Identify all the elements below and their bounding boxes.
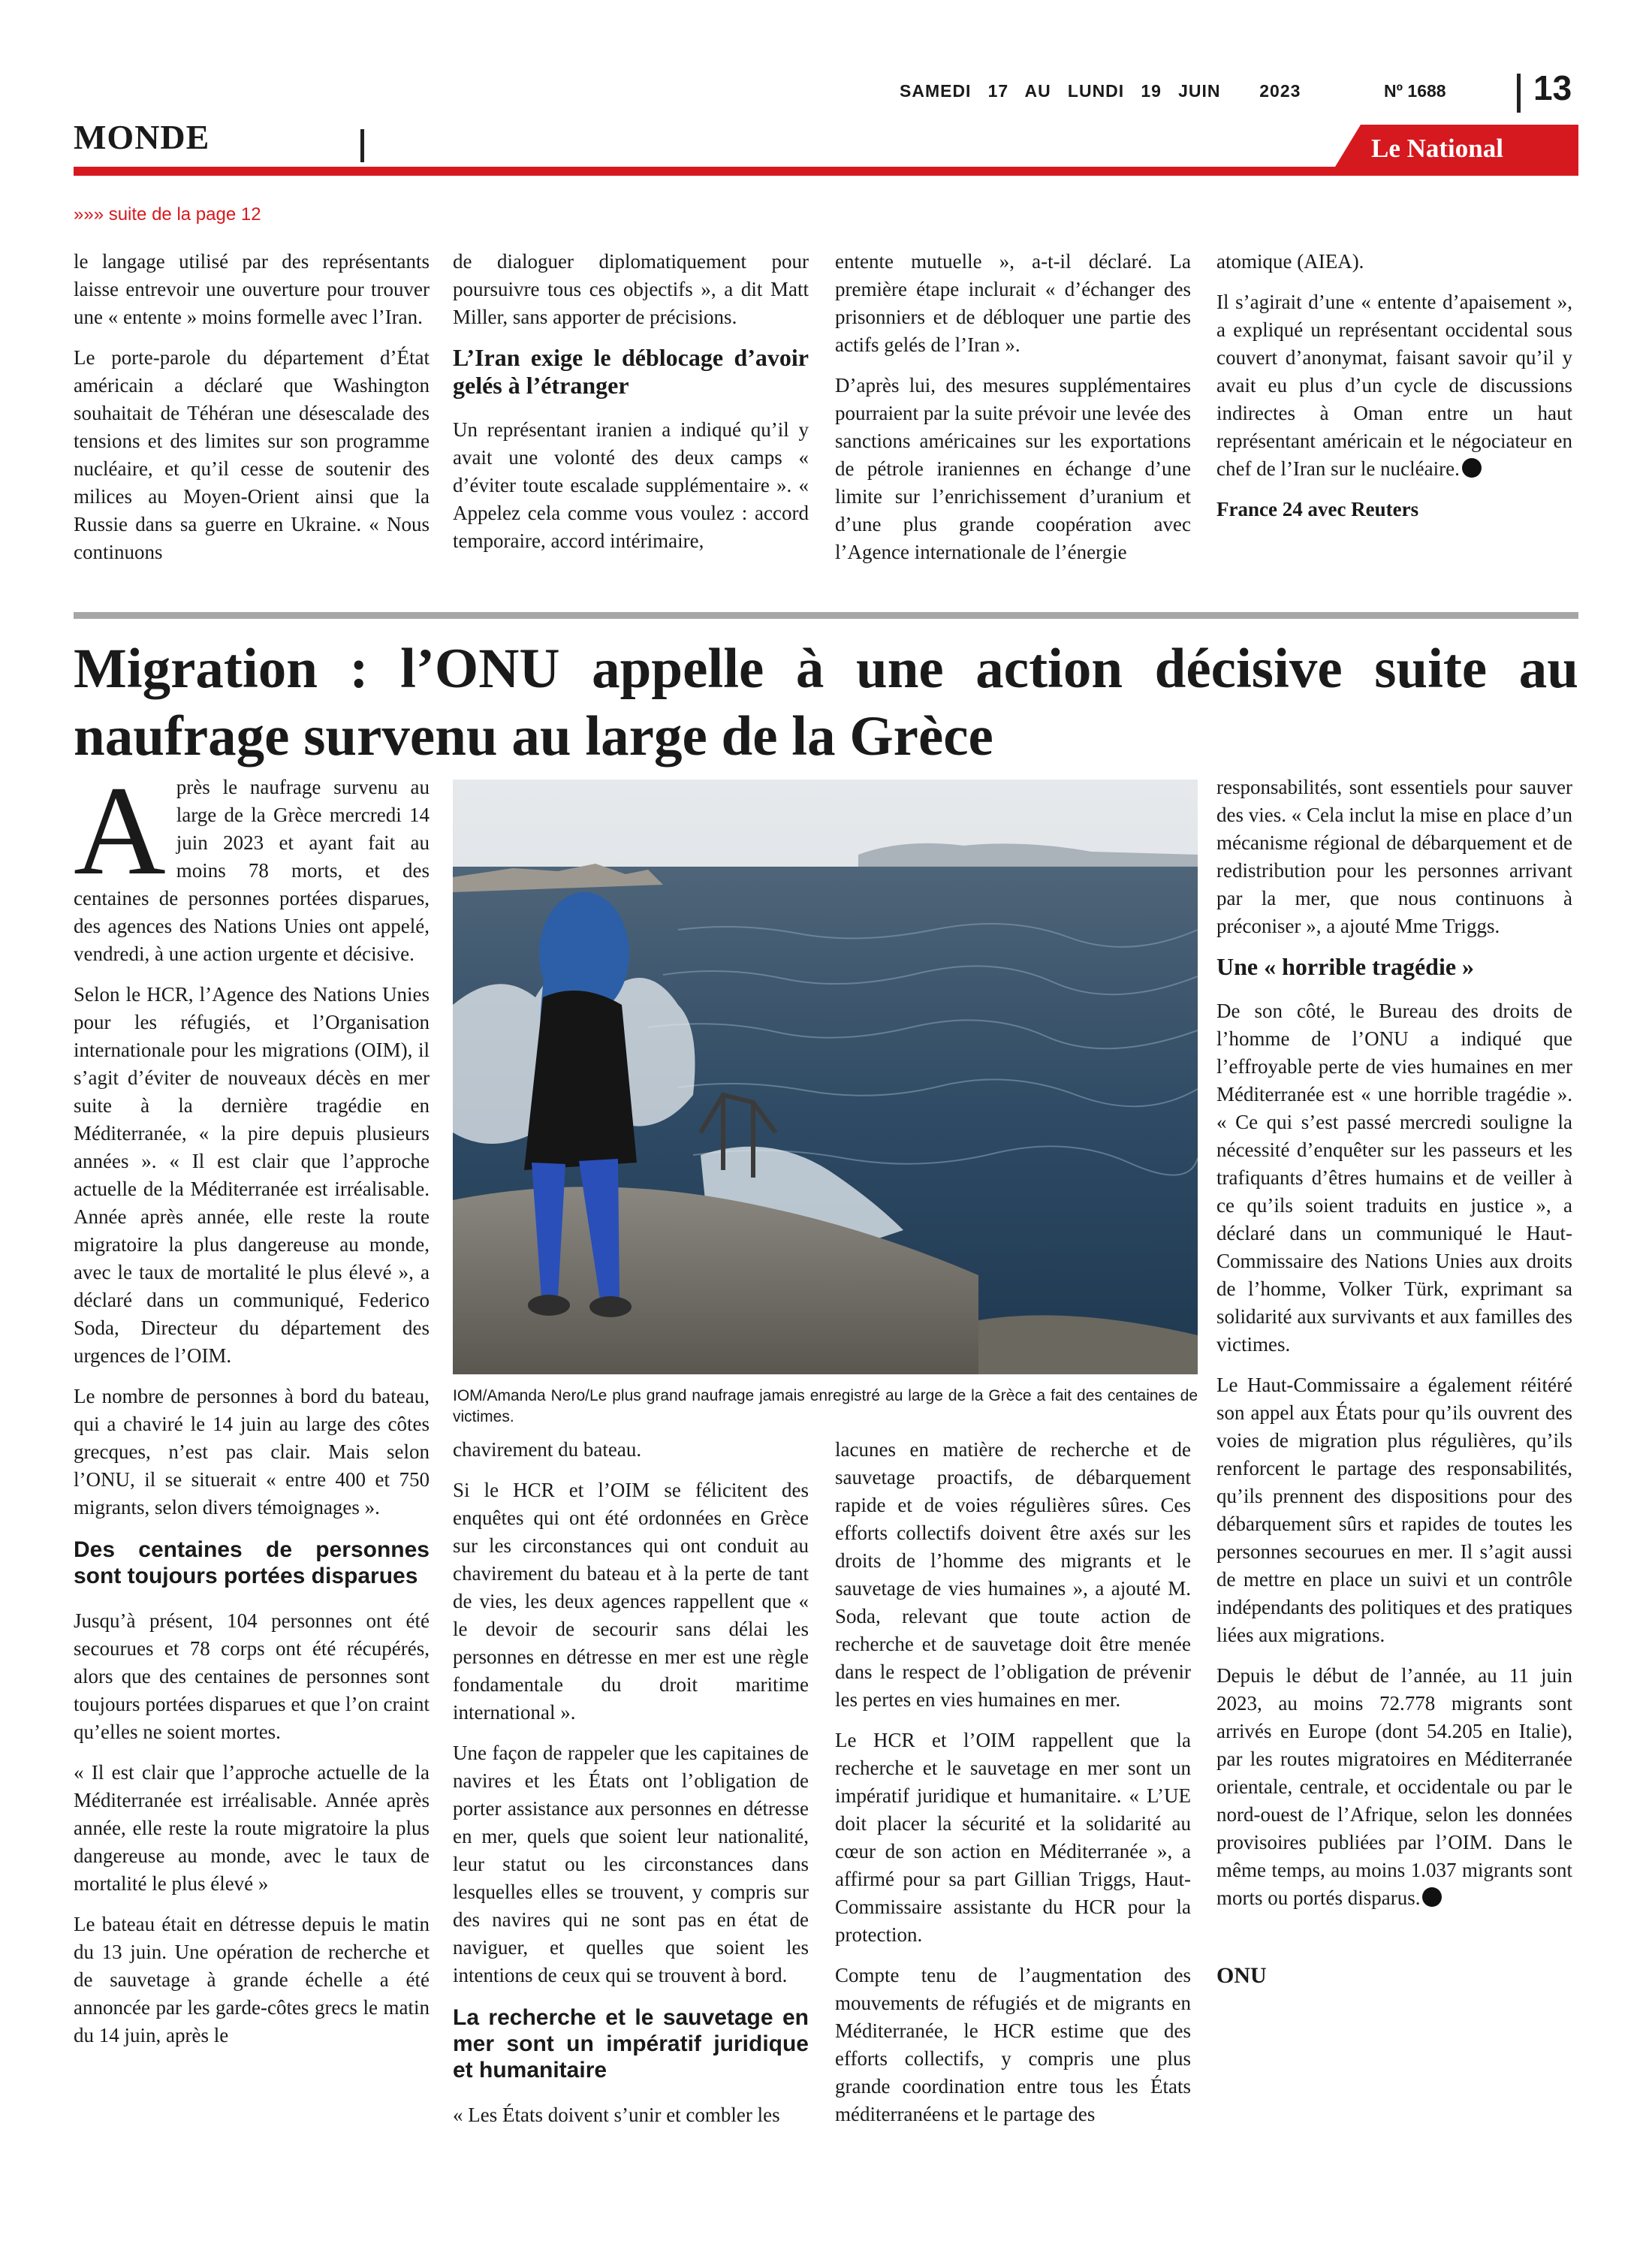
article-photo (453, 780, 1198, 1374)
drop-cap: A (74, 760, 166, 901)
section-divider (360, 129, 364, 162)
end-mark-icon (1422, 1887, 1442, 1907)
page-number: 13 (1533, 68, 1572, 107)
paragraph: Un représentant iranien a indiqué qu’il y avait une volonté des deux camps « d’éviter toute escalade supplémentaire ». « Appelez cela comme vous voulez : accord temporaire, accord intérimaire, (453, 418, 809, 552)
paragraph: entente mutuelle », a-t-il déclaré. La première étape inclurait « d’échanger des prisonniers et de débloquer une partie des actifs gelés de l’Iran ». (835, 250, 1191, 356)
article-credit: France 24 avec Reuters (1216, 498, 1419, 520)
header-rule (74, 167, 1578, 176)
paragraph: Le HCR et l’OIM rappellent que la recherche et le sauvetage en mer sont un impératif juridique et humanitaire. « L’UE doit placer la sécurité et la solidarité au cœur de son action en Méditerranée », a affirmé pour sa part Gillian Triggs, Haut-Commissaire assistante du HCR pour la protection. (835, 1729, 1191, 1946)
article-credit: ONU (1216, 1963, 1267, 1988)
paragraph: Selon le HCR, l’Agence des Nations Unies pour les réfugiés, et l’Organisation internationale pour les migrations (OIM), il s’agit d’éviter de nouveaux décès en mer suite à la dernière tragédie en Méditerranée, « la pire depuis plusieurs années ». « Il est clair que l’approche actuelle de la Méditerranée est irréalisable. Année après année, elle reste la route migratoire la plus dangereuse au monde, avec le taux de mortalité le plus élevé », a déclaré dans un communiqué, Federico Soda, Directeur du département des urgences de l’OIM. (74, 983, 430, 1367)
continued-link[interactable]: »»» suite de la page 12 (74, 204, 261, 225)
paragraph-text: Depuis le début de l’année, au 11 juin 2023, au moins 72.778 migrants sont arrivés en Europe (dont 54.205 en Italie), par les routes migratoires en Méditerranée orientale, centrale, et occidentale ou par le nord-ouest de l’Afrique, selon les données provisoires publiées par l’OIM. Dans le même temps, au moins 1.037 migrants sont morts ou portés disparus. (1216, 1664, 1572, 1909)
paragraph: Le porte-parole du département d’État américain a déclaré que Washington souhaitait de Téhéran une désescalade des tensions et des limites sur son programme nucléaire, et qu’il cesse de soutenir des milices au Moyen-Orient ainsi que la Russie dans sa guerre en Ukraine. « Nous continuons (74, 346, 430, 563)
issue-number: Nº 1688 (1384, 81, 1446, 101)
subheading: L’Iran exige le déblocage d’avoir gelés à l’étranger (453, 344, 809, 399)
paragraph: Une façon de rappeler que les capitaines de navires et les États ont l’obligation de porter assistance aux personnes en détresse en mer, quels que soient leur nationalité, leur statut ou les circonstances dans lesquelles elles se trouvent, y compris sur des navires qui ne sont pas en état de naviguer, et quelles que soient les intentions de ceux qui se trouvent à bord. (453, 1742, 809, 1986)
paragraph: Jusqu’à présent, 104 personnes ont été secourues et 78 corps ont été récupérés, alors que des centaines de personnes sont toujours portées disparues et que l’on craint qu’elles ne soient mortes. (74, 1609, 430, 1743)
main-article-column-1 (74, 760, 430, 2062)
paragraph: atomique (AIEA). (1216, 250, 1364, 273)
paragraph: de dialoguer diplomatiquement pour poursuivre tous ces objectifs », a dit Matt Miller, sans apporter de précisions. (453, 250, 809, 328)
top-article-column-2 (453, 248, 809, 568)
paragraph: Compte tenu de l’augmentation des mouvements de réfugiés et de migrants en Méditerranée, le HCR estime que des efforts collectifs, y compris une plus grande coordination entre tous les États méditerranéens et le partage des (835, 1964, 1191, 2125)
main-article-column-4 (1216, 774, 1572, 2002)
paragraph: chavirement du bateau. (453, 1438, 642, 1461)
photo-caption: IOM/Amanda Nero/Le plus grand naufrage jamais enregistré au large de la Grèce a fait des centaines de victimes. (453, 1387, 1198, 1425)
paragraph-text: Il s’agirait d’une « entente d’apaisement », a expliqué un représentant occidental sous couvert d’anonymat, faisant savoir qu’il y avait eu plus d’un cycle de discussions indirectes à Oman entre un haut représentant américain et le négociateur en chef de l’Iran sur le nucléaire. (1216, 291, 1572, 480)
paragraph: Le bateau était en détresse depuis le matin du 13 juin. Une opération de recherche et de sauvetage à grande échelle a été annoncée par les garde-côtes grecs le matin du 14 juin, après le (74, 1913, 430, 2046)
lead-paragraph (74, 760, 430, 968)
section-title: MONDE (74, 118, 210, 156)
paragraph (1216, 1662, 1572, 1912)
paragraph: Si le HCR et l’OIM se félicitent des enquêtes qui ont été ordonnées en Grèce sur les circonstances qui ont conduit au chavirement du bateau et à la perte de tant de vies, les deux agences rappellent que « le devoir de secourir sans délai les personnes en détresse en mer est une règle fondamentale du droit maritime international ». (453, 1479, 809, 1724)
paragraph: Le nombre de personnes à bord du bateau, qui a chaviré le 14 juin au large des côtes grecques, n’est pas clair. Mais selon l’ONU, il se situerait « entre 400 et 750 migrants, selon divers témoignages ». (74, 1385, 430, 1519)
main-article-column-3 (835, 1436, 1191, 2141)
top-article-column-4 (1216, 248, 1572, 536)
photo-illustration (453, 780, 1198, 1374)
main-article-column-2 (453, 1436, 809, 2142)
issue-date: SAMEDI 17 AU LUNDI 19 JUIN 2023 (900, 81, 1301, 101)
paragraph: lacunes en matière de recherche et de sauvetage proactifs, de débarquement rapide et de voies régulières sûres. Ces efforts collectifs doivent être axés sur les droits de l’homme des migrants et le sauvetage de vies humaines », a ajouté M. Soda, relevant que toute action de recherche et de sauvetage doit être menée dans le respect de l’obligation de prévenir les pertes en vies humaines en mer. (835, 1438, 1191, 1711)
paragraph: Le Haut-Commissaire a également réitéré son appel aux États pour qu’ils ouvrent des voies de migration plus régulières, qu’ils renforcent le partage des responsabilités, qu’ils prennent des dispositions pour des débarquement sûrs et rapides de toutes les personnes secourues en mer. Il s’agit aussi de mettre en place un suivi et un contrôle indépendants des politiques et des pratiques liées aux migrations. (1216, 1374, 1572, 1646)
subheading: Une « horrible tragédie » (1216, 953, 1475, 980)
page-number-divider (1517, 74, 1521, 113)
paragraph: le langage utilisé par des représentants laisse entrevoir une ouverture pour trouver une « entente » moins formelle avec l’Iran. (74, 250, 430, 328)
top-article-column-3 (835, 248, 1191, 579)
subheading: La recherche et le sauvetage en mer sont un impératif juridique et humanitaire (453, 2005, 809, 2083)
headline: Migration : l’ONU appelle à une action décisive suite au naufrage survenu au large de la Grèce (74, 638, 1578, 768)
subheading: Des centaines de personnes sont toujours portées disparues (74, 1537, 430, 1588)
paragraph: D’après lui, des mesures supplémentaires pourraient par la suite prévoir une levée des sanctions américaines sur les exportations de pétrole iraniennes en échange d’une limite sur l’enrichissement d’uranium et d’une plus grande coopération avec l’Agence internationale de l’énergie (835, 374, 1191, 563)
lead-text: près le naufrage survenu au large de la Grèce mercredi 14 juin 2023 et ayant fait au moins 78 morts, et des centaines de personnes portées disparues, des agences des Nations Unies ont appelé, vendredi, à une action urgente et décisive. (74, 776, 430, 965)
top-article-column-1 (74, 248, 430, 579)
paragraph: De son côté, le Bureau des droits de l’homme de l’ONU a indiqué que l’effroyable perte de vies humaines en mer Méditerranée est « une horrible tragédie ». « Ce qui s’est passé mercredi souligne la nécessité d’enquêter sur les passeurs et les trafiquants d’êtres humains et de veiller à ce qu’ils soient traduits en justice », a déclaré dans un communiqué le Haut-Commissaire des Nations Unies aux droits de l’homme, Volker Türk, exprimant sa solidarité aux survivants et aux familles des victimes. (1216, 1000, 1572, 1356)
paragraph (1216, 288, 1572, 483)
end-mark-icon (1462, 458, 1482, 478)
paragraph: « Les États doivent s’unir et combler les (453, 2104, 780, 2126)
brand-name: Le National (1371, 134, 1503, 163)
article-separator (74, 612, 1578, 619)
paragraph: responsabilités, sont essentiels pour sauver des vies. « Cela inclut la mise en place d’un mécanisme régional de débarquement et de redistribution pour les personnes arrivant par la mer, que nous continuons à préconiser », a ajouté Mme Triggs. (1216, 776, 1572, 937)
paragraph: « Il est clair que l’approche actuelle de la Méditerranée est irréalisable. Année après année, elle reste la route migratoire la plus dangereuse au monde, avec le taux de mortalité le plus élevé » (74, 1761, 430, 1895)
